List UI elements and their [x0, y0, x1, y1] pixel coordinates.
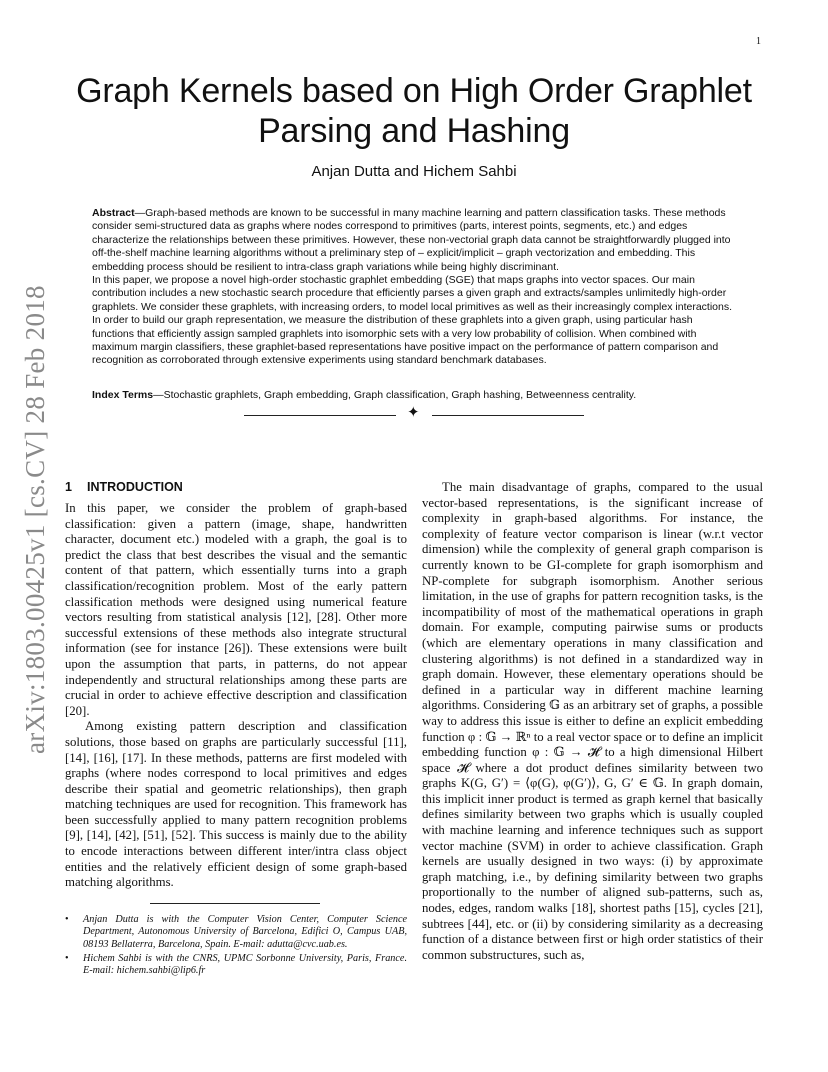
- section-number: 1: [65, 480, 72, 494]
- abstract-paragraph-1: [92, 207, 734, 274]
- right-column: [422, 480, 763, 963]
- paper-title: Graph Kernels based on High Order Graphlet Parsing and Hashing: [76, 72, 752, 150]
- footnote-author-2: [65, 953, 407, 978]
- separator-diamond-icon: ✦: [407, 405, 420, 421]
- abstract-lead: Abstract: [92, 207, 135, 219]
- section-title: INTRODUCTION: [87, 480, 183, 494]
- footnote-author-1: [65, 914, 407, 952]
- separator-line-right: [432, 415, 584, 416]
- abstract-text-1: —Graph-based methods are known to be successful in many machine learning and pattern classification tasks. These methods consider semi-structured data as graphs where nodes correspond to primitives (parts, interest points, segments, etc.) and edges characterize the relationships between these primitives. However, these non-vectorial graph data cannot be straightforwardly plugged into off-the-shelf machine learning algorithms without a preliminary step of – explicit/implicit – graph vectorization and embedding. This embedding process should be resilient to intra-class graph variations while being highly discriminant.: [92, 207, 731, 273]
- index-terms-text: —Stochastic graphlets, Graph embedding, Graph classification, Graph hashing, Betweenness centrality.: [153, 389, 637, 401]
- intro-paragraph-3: The main disadvantage of graphs, compared to the usual vector-based representations, is the significant increase of complexity in graph-based algorithms. For instance, the complexity of feature vector comparison is linear (w.r.t vector dimension) while the complexity of general graph comparison is currently known to be GI-complete for graph isomorphism and NP-complete for subgraph isomorphism. Another serious limitation, in the use of graphs for pattern recognition tasks, is the incompatibility of most of the mathematical operations in graph domain. For example, computing pairwise sums or products (which are elementary operations in many classification and clustering algorithms) is not defined in a standardized way in graph domain. However, these elementary operations should be defined in a particular way in different machine learning algorithms. Considering 𝔾 as an arbitrary set of graphs, a possible way to address this issue is either to define an explicit embedding function φ : 𝔾 → ℝⁿ to a real vector space or to define an implicit embedding function φ : 𝔾 → 𝓗 to a high dimensional Hilbert space 𝓗 where a dot product defines similarity between two graphs K(G, G′) = ⟨φ(G), φ(G′)⟩, G, G′ ∈ 𝔾. In graph domain, this implicit inner product is termed as graph kernel that basically defines similarity between two graphs which is usually coupled with machine learning and inference techniques such as support vector machine (SVM) in order to achieve classification. Graph kernels are usually designed in two ways: (i) by approximate graph matching, i.e., by defining similarity between two graphs proportionally to the number of aligned sub-patterns, such as, nodes, edges, random walks [18], shortest paths [15], cycles [21], subtrees [44], etc. or (ii) by considering similarity as a decreasing function of a distance between first or high order statistics of their common substructures, such as,: [422, 480, 763, 962]
- separator-line-left: [244, 415, 396, 416]
- index-terms: [92, 389, 734, 402]
- intro-paragraph-2: Among existing pattern description and classification solutions, those based on graphs are particularly successful [11], [14], [16], [17]. In these methods, patterns are first modeled with graphs (where nodes correspond to local primitives and edges describe their spatial and geometric relationships), then graph matching techniques are used for recognition. This framework has been successfully applied to many pattern recognition problems [9], [14], [42], [51], [52]. This success is mainly due to the ability to encode interactions between different inter/intra class object entities and the relatively efficient design of some graph-based matching algorithms.: [65, 719, 407, 890]
- arxiv-identifier-stamp: arXiv:1803.00425v1 [cs.CV] 28 Feb 2018: [20, 285, 50, 754]
- footnotes: [65, 914, 407, 978]
- footnote-text: Hichem Sahbi is with the CNRS, UPMC Sorbonne University, Paris, France. E-mail: hichem.sahbi@lip6.fr: [83, 952, 407, 977]
- footnote-text: Anjan Dutta is with the Computer Vision Center, Computer Science Department, Autonomous University of Barcelona, Edifici O, Campus UAB, 08193 Bellaterra, Barcelona, Spain. E-mail: adutta@cvc.uab.es.: [83, 913, 407, 951]
- abstract: [92, 207, 734, 368]
- index-terms-lead: Index Terms: [92, 389, 154, 401]
- left-column: [65, 480, 407, 979]
- footnote-rule: [150, 903, 320, 904]
- section-heading: [65, 480, 407, 495]
- section-separator: [244, 407, 584, 423]
- authors: Anjan Dutta and Hichem Sahbi: [311, 163, 517, 180]
- page-number: 1: [756, 36, 761, 47]
- footnote-bullet: •: [65, 952, 69, 964]
- abstract-paragraph-2: In this paper, we propose a novel high-order stochastic graphlet embedding (SGE) that maps graphs into vector spaces. Our main contribution includes a new stochastic search procedure that efficiently parses a given graph and extracts/samples unlimitedly high-order graphlets. We consider these graphlets, with increasing orders, to model local primitives as well as their increasingly complex interactions. In order to build our graph representation, we measure the distribution of these graphlets into a given graph, using particular hash functions that efficiently assign sampled graphlets into isomorphic sets with a very low probability of collision. When combined with maximum margin classifiers, these graphlet-based representations have positive impact on the performance of pattern comparison and recognition as corroborated through extensive experiments using standard benchmark databases.: [92, 274, 733, 367]
- intro-paragraph-1: In this paper, we consider the problem of graph-based classification: given a pattern (image, shape, handwritten character, document etc.) modeled with a graph, the goal is to predict the class that best describes the visual and the semantic content of that pattern, which essentially turns into a graph classification/recognition problem. Most of the early pattern classification methods were designed using numerical feature vectors resulting from statistical analysis [12], [28]. Other more successful extensions of these methods also integrate structural information (see for instance [26]). These extensions were built upon the assumption that parts, in patterns, do not appear independently and structural relationships among these parts are crucial in order to achieve effective description and classification [20].: [65, 501, 407, 718]
- footnote-bullet: •: [65, 913, 69, 925]
